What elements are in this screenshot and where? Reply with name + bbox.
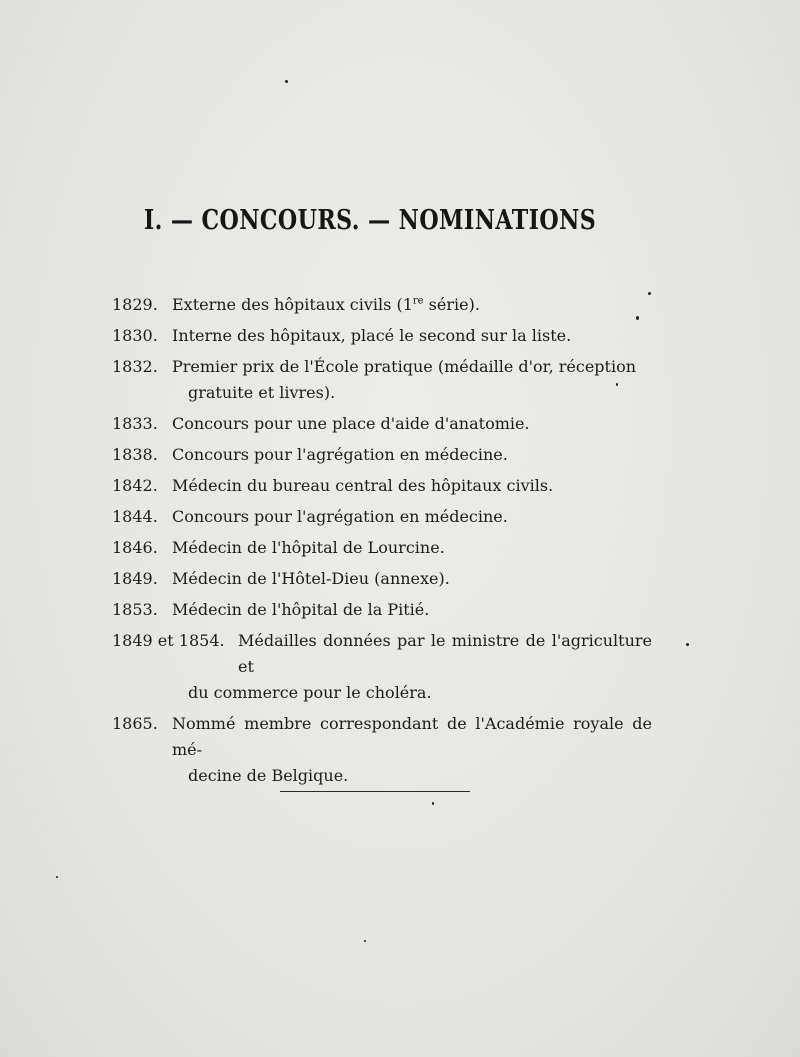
entry-text: Médailles données par le ministre de l'agriculture et <box>238 631 652 676</box>
entry-year: 1865. <box>112 714 158 733</box>
entry-text: Interne des hôpitaux, placé le second sur la liste. <box>172 326 572 345</box>
list-item <box>112 597 652 623</box>
superscript: re <box>412 295 424 307</box>
entry-text: Concours pour l'agrégation en médecine. <box>172 445 508 464</box>
entry-text: Médecin de l'hôpital de Lourcine. <box>172 538 445 557</box>
list-item <box>112 323 652 349</box>
list-item <box>112 473 652 499</box>
entry-year: 1849. <box>112 569 158 588</box>
entry-text: Médecin du bureau central des hôpitaux civils. <box>172 476 554 495</box>
list-item <box>112 535 652 561</box>
entry-text-continuation: decine de Belgique. <box>188 766 349 785</box>
list-item <box>112 442 652 468</box>
list-item <box>112 354 652 406</box>
entry-text: Concours pour une place d'aide d'anatomie. <box>172 414 530 433</box>
paper-speck <box>648 292 651 295</box>
entry-year: 1833. <box>112 414 158 433</box>
list-item <box>112 566 652 592</box>
entry-year: 1849 et 1854. <box>112 631 225 650</box>
list-item <box>112 711 652 789</box>
list-item <box>112 292 652 318</box>
paper-speck <box>56 876 58 878</box>
entry-text: Médecin de l'Hôtel-Dieu (annexe). <box>172 569 450 588</box>
entry-text-continuation: gratuite et livres). <box>188 383 336 402</box>
entry-text: Concours pour l'agrégation en médecine. <box>172 507 508 526</box>
entry-text: Externe des hôpitaux civils (1re série). <box>172 295 480 314</box>
entry-text: Nommé membre correspondant de l'Académie royale de mé- <box>172 714 652 759</box>
entry-year: 1832. <box>112 357 158 376</box>
entry-text-continuation: du commerce pour le choléra. <box>188 683 432 702</box>
list-item <box>112 411 652 437</box>
entry-year: 1829. <box>112 295 158 314</box>
list-item <box>112 504 652 530</box>
paper-speck <box>616 383 618 386</box>
section-divider <box>280 791 470 792</box>
section-title: I. — CONCOURS. — NOMINATIONS <box>143 205 597 236</box>
paper-speck <box>686 643 689 646</box>
entry-year: 1844. <box>112 507 158 526</box>
entry-year: 1830. <box>112 326 158 345</box>
paper-speck <box>285 80 288 83</box>
paper-speck <box>432 802 434 805</box>
entry-year: 1853. <box>112 600 158 619</box>
entry-year: 1842. <box>112 476 158 495</box>
paper-speck <box>636 316 639 320</box>
entry-year: 1846. <box>112 538 158 557</box>
entry-text: Médecin de l'hôpital de la Pitié. <box>172 600 430 619</box>
paper-speck <box>364 940 366 942</box>
nominations-list <box>112 292 652 794</box>
entry-text: Premier prix de l'École pratique (médaille d'or, réception <box>172 357 637 376</box>
list-item <box>112 628 652 706</box>
entry-year: 1838. <box>112 445 158 464</box>
